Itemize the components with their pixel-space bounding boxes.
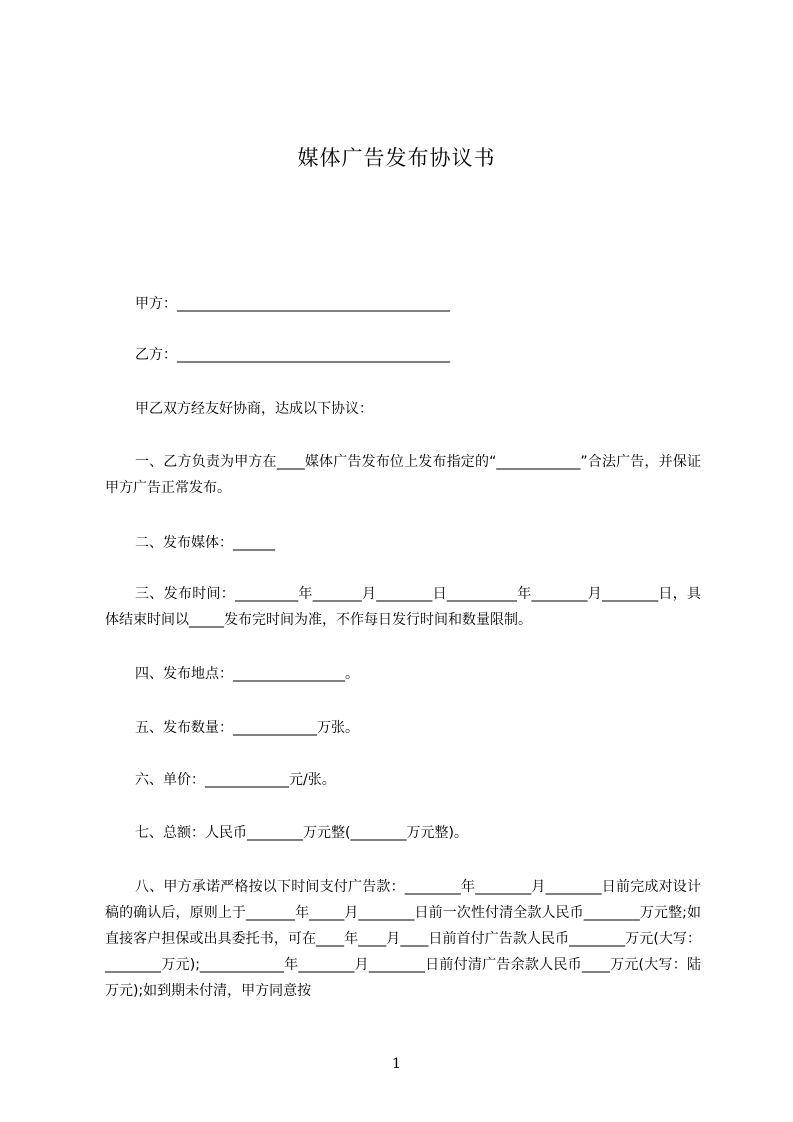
clause-2: 二、发布媒体：______ <box>135 535 275 551</box>
intro-paragraph: 甲乙双方经友好协商，达成以下协议： <box>135 401 373 417</box>
clause-6: 六、单价：____________元/张。 <box>135 772 336 788</box>
clause-8: 八、甲方承诺严格按以下时间支付广告款：________年________月________日前完成对设计稿的确认后，原则上于_______年_____月________日前一次性付清全款人民币________万元整;如直接客户担保或出具委托书，可在____年____月____日前首付广告款人民币________万元(大写：________万元);____________年________月________日前付清广告余款人民币____万元(大写：陆万元);如到期未付清，甲方同意按 <box>105 879 701 999</box>
clause-7: 七、总额：人民币________万元整(________万元整)。 <box>135 825 468 841</box>
clause-3: 三、发布时间：_________年_______月________日__________年________月________日，具体结束时间以_____发布完时间为准，不作每日发行时间和数量限制。 <box>105 586 701 628</box>
party-a-line: 甲方：_______________________________________ <box>135 296 450 312</box>
clause-4: 四、发布地点：________________。 <box>135 666 359 682</box>
clause-5: 五、发布数量：____________万张。 <box>135 720 359 736</box>
clause-1: 一、乙方负责为甲方在____媒体广告发布位上发布指定的“____________”合法广告，并保证甲方广告正常发布。 <box>105 454 701 496</box>
page-number: 1 <box>392 1056 401 1072</box>
document-title: 媒体广告发布协议书 <box>297 146 496 170</box>
party-b-line: 乙方：_______________________________________ <box>135 347 450 363</box>
